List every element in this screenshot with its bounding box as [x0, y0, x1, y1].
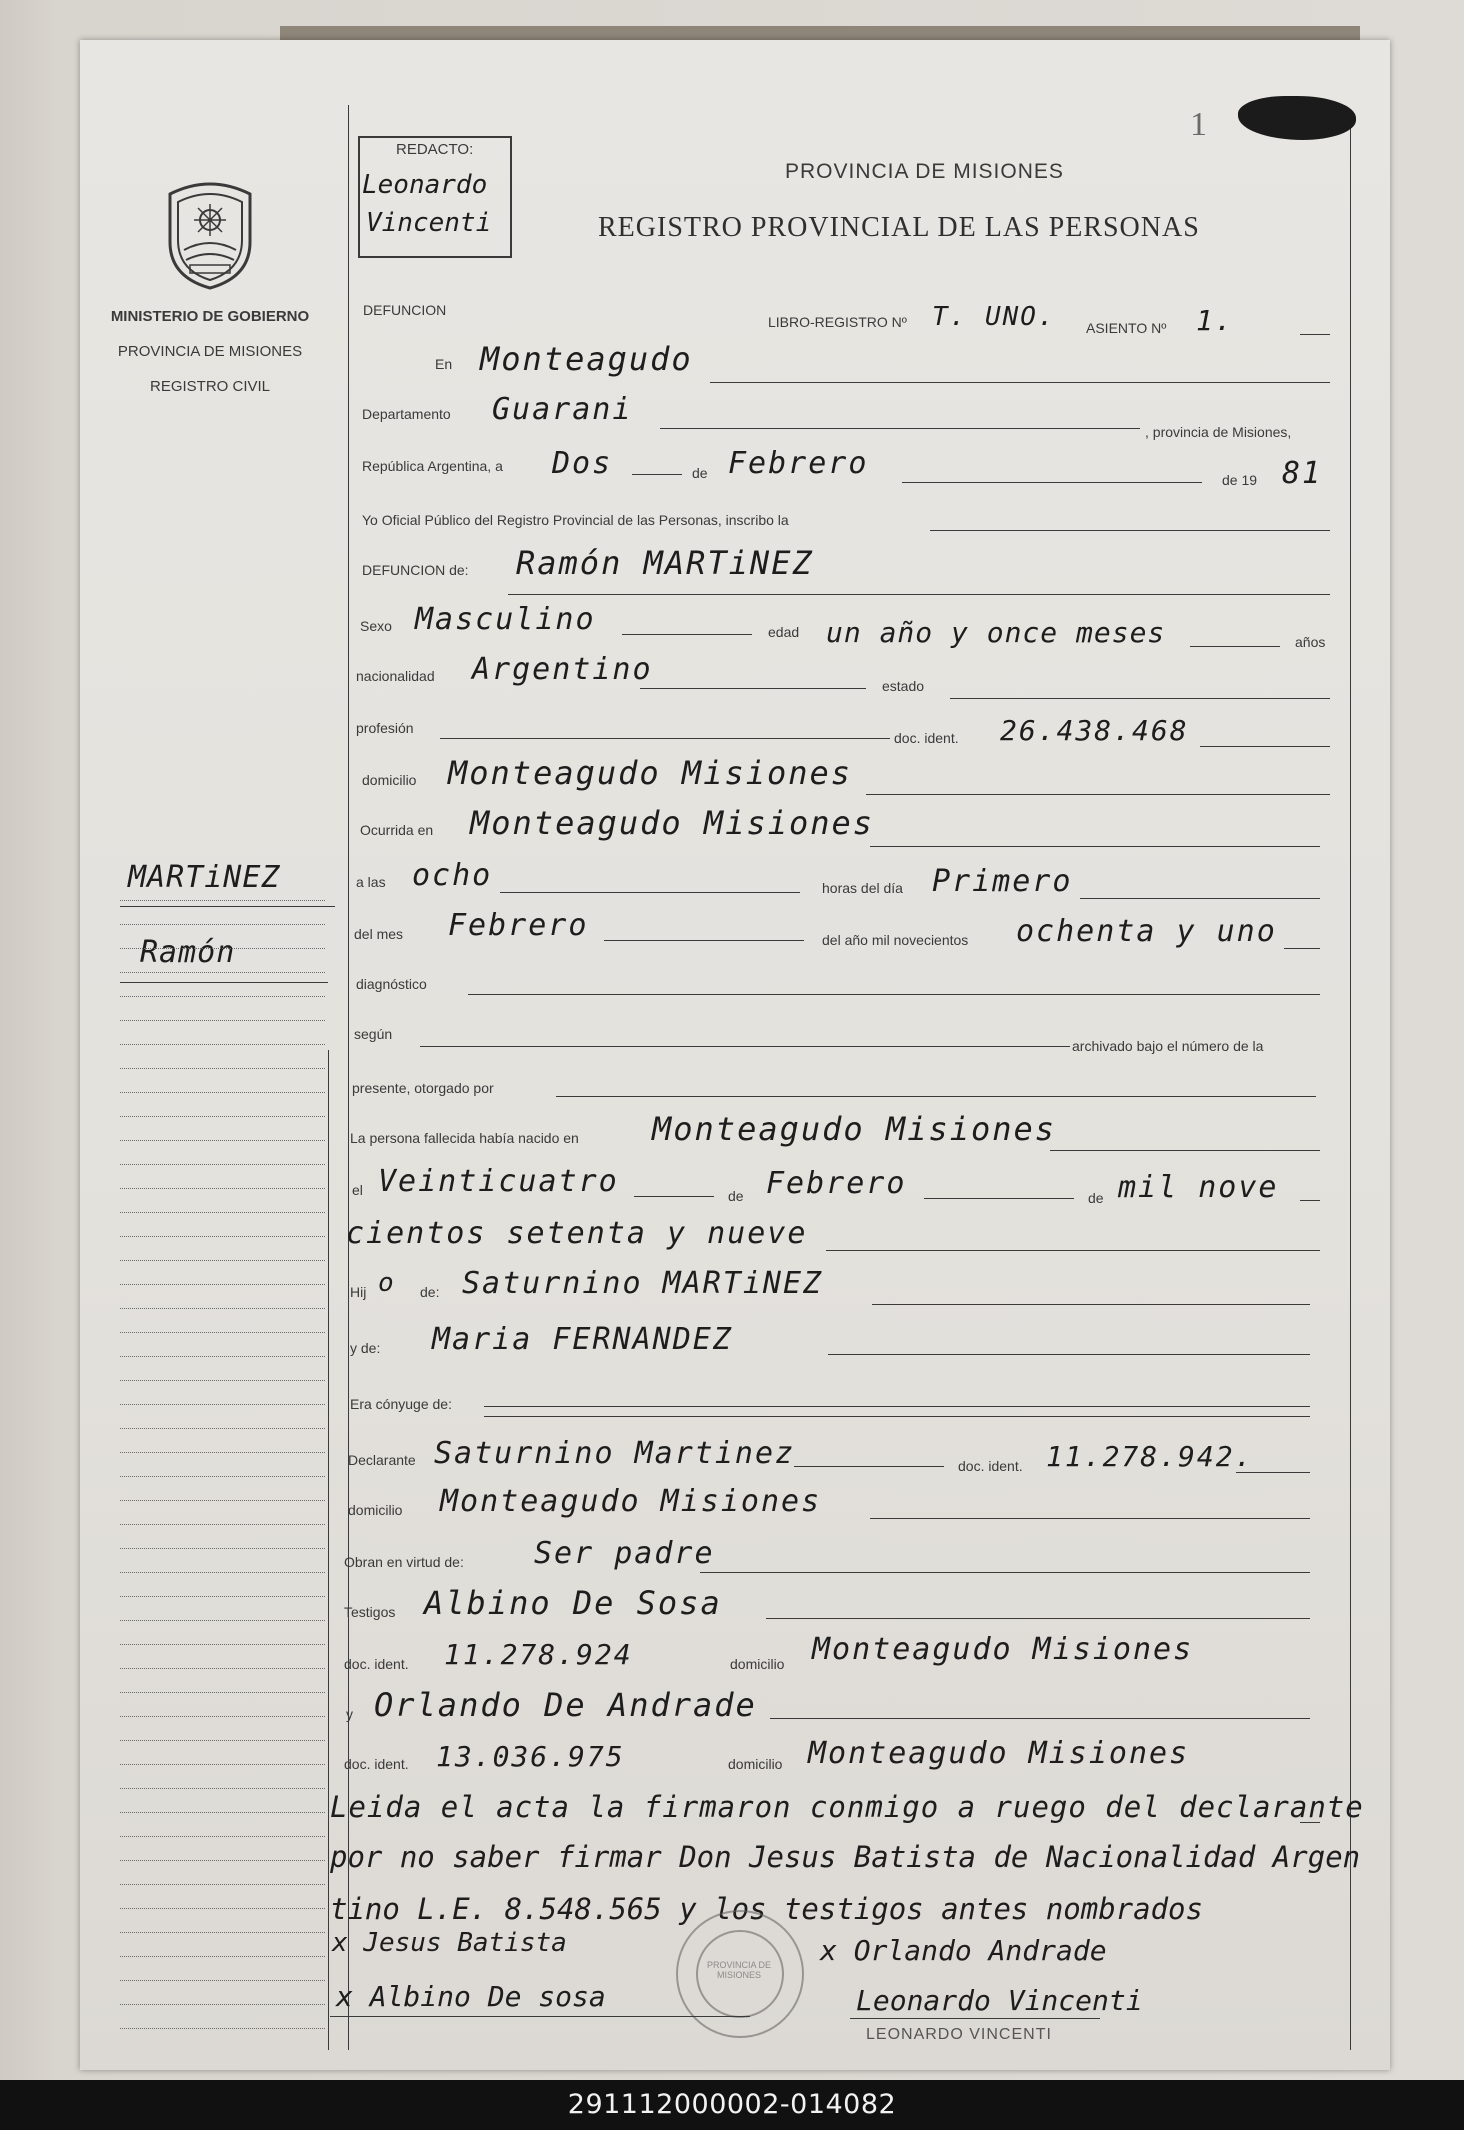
margin-surname: MARTiNEZ — [128, 860, 281, 895]
margin-given-name-line — [120, 982, 328, 983]
presente-line — [556, 1096, 1316, 1097]
margin-ruled-line — [120, 948, 325, 949]
margin-ruled-line — [120, 1380, 325, 1381]
margin-ruled-line — [120, 996, 325, 997]
nacido-label: La persona fallecida había nacido en — [350, 1130, 579, 1146]
provincia-suffix: , provincia de Misiones, — [1145, 424, 1292, 440]
anio-label: del año mil novecientos — [822, 932, 969, 948]
month-line — [902, 482, 1202, 483]
doc-ident-value: 26.438.468 — [1000, 714, 1189, 747]
segun-label: según — [354, 1026, 393, 1042]
margin-ruled-line — [120, 1284, 325, 1285]
margin-ruled-line — [120, 1260, 325, 1261]
margin-ruled-line — [120, 1668, 325, 1669]
asiento-value: 1. — [1196, 304, 1234, 337]
padre-line — [872, 1304, 1310, 1305]
margin-ruled-line — [120, 1044, 325, 1045]
testigo1-domicilio-value: Monteagudo Misiones — [812, 1632, 1194, 1667]
margin-ruled-line — [120, 1236, 325, 1237]
nacionalidad-line — [640, 688, 866, 689]
a-las-value: ocho — [412, 858, 493, 893]
margin-ruled-line — [120, 1308, 325, 1309]
presente-label: presente, otorgado por — [352, 1080, 494, 1096]
civil-registry-label: REGISTRO CIVIL — [149, 378, 271, 395]
form-right-border — [1350, 110, 1351, 2050]
declarante-value: Saturnino Martinez — [434, 1436, 796, 1471]
conyuge-line-1 — [484, 1406, 1310, 1407]
a-las-label: a las — [356, 874, 386, 890]
margin-ruled-line — [120, 1836, 325, 1837]
asiento-line — [1300, 334, 1330, 335]
ministry-province-label: PROVINCIA DE MISIONES — [117, 343, 303, 360]
ministry-label: MINISTERIO DE GOBIERNO — [110, 308, 310, 325]
conyuge-label: Era cónyuge de: — [350, 1396, 452, 1412]
margin-ruled-line — [120, 1692, 325, 1693]
page-number: 1 — [1190, 106, 1207, 143]
obran-line — [700, 1572, 1310, 1573]
hijo-label: Hij — [350, 1284, 367, 1300]
libro-value: T. UNO. — [932, 302, 1056, 332]
year-value: 81 — [1282, 456, 1323, 491]
defuncion-label: DEFUNCION — [363, 302, 447, 318]
signature-sosa: x Albino De sosa — [336, 1980, 606, 2013]
margin-ruled-line — [120, 1884, 325, 1885]
margin-ruled-line — [120, 1548, 325, 1549]
declarante-line — [794, 1466, 944, 1467]
obran-label: Obran en virtud de: — [344, 1554, 464, 1570]
testigo2-domicilio-value: Monteagudo Misiones — [808, 1736, 1190, 1771]
coat-of-arms-icon — [160, 172, 260, 292]
margin-ruled-line — [120, 1932, 325, 1933]
image-reference-number: 291112000002-014082 — [0, 2080, 1464, 2130]
testigo1-value: Albino De Sosa — [424, 1584, 722, 1622]
republica-label: República Argentina, a — [362, 458, 503, 474]
margin-ruled-line — [120, 1572, 325, 1573]
obran-value: Ser padre — [534, 1536, 715, 1571]
margin-ruled-line — [120, 2004, 325, 2005]
y-label: y — [346, 1706, 353, 1722]
hijo-de-label: de: — [420, 1284, 440, 1300]
en-label: En — [435, 356, 453, 372]
margin-ruled-line — [120, 1596, 325, 1597]
domicilio-value: Monteagudo Misiones — [448, 754, 853, 792]
conyuge-line-2 — [484, 1416, 1310, 1417]
margin-ruled-line — [120, 1956, 325, 1957]
diagnostico-line — [468, 994, 1320, 995]
day-value: Dos — [552, 446, 613, 481]
margin-ruled-line — [120, 1116, 325, 1117]
margin-ruled-line — [120, 1644, 325, 1645]
signature-batista: x Jesus Batista — [332, 1928, 567, 1958]
ocurrida-line — [870, 846, 1320, 847]
profesion-line — [440, 738, 890, 739]
domicilio-label: domicilio — [362, 772, 417, 788]
hijo-value: o — [378, 1268, 396, 1298]
margin-ruled-line — [120, 900, 325, 901]
nacionalidad-label: nacionalidad — [356, 668, 435, 684]
declarante-doc-line — [1236, 1472, 1310, 1473]
printed-official-name: LEONARDO VINCENTI — [866, 2026, 1052, 2043]
nacimiento-mes-line — [924, 1198, 1074, 1199]
margin-ruled-line — [120, 1164, 325, 1165]
margin-inner-border — [328, 1050, 329, 2050]
segun-line — [420, 1046, 1070, 1047]
asiento-label: ASIENTO Nº — [1086, 320, 1167, 336]
departamento-label: Departamento — [362, 406, 451, 422]
declarante-doc-value: 11.278.942. — [1046, 1440, 1254, 1473]
nacimiento-dia-line — [634, 1196, 714, 1197]
horas-label: horas del día — [822, 880, 903, 896]
anio-line — [1284, 948, 1320, 949]
declarante-doc-label: doc. ident. — [958, 1458, 1023, 1474]
nacimiento-dia-value: Veinticuatro — [378, 1164, 619, 1199]
departamento-line — [660, 428, 1140, 429]
de-label: de — [692, 465, 708, 481]
margin-ruled-line — [120, 1860, 325, 1861]
defuncion-de-value: Ramón MARTiNEZ — [516, 544, 814, 582]
margin-ruled-line — [120, 1620, 325, 1621]
closing-line-1-dash — [1300, 1822, 1320, 1823]
margin-ruled-line — [120, 1812, 325, 1813]
closing-line-3: tino L.E. 8.548.565 y los testigos antes nombrados — [330, 1892, 1203, 1926]
testigo1-line — [766, 1618, 1310, 1619]
doc-ident-label: doc. ident. — [894, 730, 959, 746]
nacimiento-mes-value: Febrero — [766, 1166, 907, 1201]
testigo2-domicilio-label: domicilio — [728, 1756, 783, 1772]
testigo1-doc-label: doc. ident. — [344, 1656, 409, 1672]
margin-ruled-line — [120, 1188, 325, 1189]
closing-line-2: por no saber firmar Don Jesus Batista de Nacionalidad Argen — [330, 1840, 1361, 1874]
dia-value: Primero — [932, 864, 1073, 899]
margin-ruled-line — [120, 1212, 325, 1213]
margin-ruled-line — [120, 1788, 325, 1789]
anio-value: ochenta y uno — [1016, 914, 1277, 949]
month-value: Febrero — [728, 446, 869, 481]
testigo2-line — [770, 1718, 1310, 1719]
margin-ruled-line — [120, 1140, 325, 1141]
declarante-domicilio-value: Monteagudo Misiones — [440, 1484, 822, 1519]
signature-vincenti: Leonardo Vincenti — [856, 1984, 1143, 2017]
margin-ruled-line — [120, 1452, 325, 1453]
margin-ruled-line — [120, 2028, 325, 2029]
madre-value: Maria FERNANDEZ — [432, 1322, 733, 1357]
declarante-label: Declarante — [348, 1452, 416, 1468]
a-las-line — [500, 892, 800, 893]
nacimiento-anio-line — [826, 1250, 1320, 1251]
nacionalidad-value: Argentino — [472, 652, 653, 687]
signature-andrade: x Orlando Andrade — [820, 1934, 1107, 1967]
day-line — [632, 474, 682, 475]
margin-ruled-line — [120, 1068, 325, 1069]
sexo-value: Masculino — [415, 602, 596, 637]
en-line — [710, 382, 1330, 383]
margin-ruled-line — [120, 1908, 325, 1909]
ocurrida-value: Monteagudo Misiones — [470, 804, 875, 842]
edad-label: edad — [768, 624, 800, 640]
margin-ruled-line — [120, 972, 325, 973]
libro-label: LIBRO-REGISTRO Nº — [768, 314, 907, 330]
seal-text: PROVINCIA DE MISIONES — [706, 1960, 771, 1980]
declarante-domicilio-line — [870, 1518, 1310, 1519]
nacimiento-anio-dash — [1300, 1200, 1320, 1201]
testigo2-value: Orlando De Andrade — [374, 1686, 757, 1724]
yo-oficial-text: Yo Oficial Público del Registro Provincial de las Personas, inscribo la — [362, 512, 789, 528]
anos-label: años — [1295, 634, 1326, 650]
archivado-label: archivado bajo el número de la — [1072, 1038, 1264, 1054]
nacido-line — [1050, 1150, 1320, 1151]
margin-ruled-line — [120, 1980, 325, 1981]
margin-ruled-line — [120, 1740, 325, 1741]
sexo-label: Sexo — [360, 618, 392, 634]
closing-line-1: Leida el acta la firmaron conmigo a ruego del declarante — [330, 1790, 1364, 1824]
mes-line — [604, 940, 804, 941]
signature-vincenti-line — [850, 2018, 1100, 2019]
testigo1-doc-value: 11.278.924 — [444, 1638, 633, 1671]
margin-ruled-line — [120, 1524, 325, 1525]
testigo2-doc-value: 13.036.975 — [436, 1740, 625, 1773]
yo-oficial-line — [930, 530, 1330, 531]
redacto-name-last: Vincenti — [366, 208, 492, 238]
edad-line — [1190, 646, 1280, 647]
diagnostico-label: diagnóstico — [356, 976, 427, 992]
dia-line — [1080, 898, 1320, 899]
margin-ruled-line — [120, 1476, 325, 1477]
registry-heading: REGISTRO PROVINCIAL DE LAS PERSONAS — [598, 212, 1200, 243]
y-de-label: y de: — [350, 1340, 381, 1356]
margin-ruled-line — [120, 1428, 325, 1429]
margin-ruled-line — [120, 1764, 325, 1765]
padre-value: Saturnino MARTiNEZ — [462, 1266, 824, 1301]
testigo1-domicilio-label: domicilio — [730, 1656, 785, 1672]
margin-ruled-line — [120, 1404, 325, 1405]
margin-ruled-line — [120, 1332, 325, 1333]
redacto-label: REDACTO: — [396, 141, 474, 158]
margin-surname-line — [120, 906, 335, 907]
doc-ident-line — [1200, 746, 1330, 747]
testigos-label: Testigos — [344, 1604, 396, 1620]
redacto-name-first: Leonardo — [362, 170, 488, 200]
mes-value: Febrero — [448, 908, 589, 943]
sexo-line — [622, 634, 752, 635]
estado-line — [950, 698, 1330, 699]
province-heading: PROVINCIA DE MISIONES — [785, 160, 1064, 183]
testigo2-doc-label: doc. ident. — [344, 1756, 409, 1772]
defuncion-de-line — [508, 594, 1330, 595]
margin-ruled-line — [120, 1500, 325, 1501]
margin-ruled-line — [120, 1716, 325, 1717]
ocurrida-label: Ocurrida en — [360, 822, 434, 838]
margin-ruled-line — [120, 1356, 325, 1357]
margin-ruled-line — [120, 924, 325, 925]
defuncion-de-label: DEFUNCION de: — [362, 562, 469, 578]
margin-given-name: Ramón — [140, 935, 236, 970]
year-label: de 19 — [1222, 472, 1258, 488]
nacimiento-de-label: de — [728, 1188, 744, 1204]
nacimiento-de2-label: de — [1088, 1190, 1104, 1206]
el-label: el — [352, 1182, 363, 1198]
profesion-label: profesión — [356, 720, 414, 736]
nacido-value: Monteagudo Misiones — [652, 1110, 1057, 1148]
en-value: Monteagudo — [480, 340, 693, 378]
declarante-domicilio-label: domicilio — [348, 1502, 403, 1518]
del-mes-label: del mes — [354, 926, 404, 942]
estado-label: estado — [882, 678, 925, 694]
departamento-value: Guarani — [492, 392, 633, 427]
nacimiento-anio-value-2: cientos setenta y nueve — [346, 1216, 808, 1251]
nacimiento-anio-value-1: mil nove — [1118, 1170, 1279, 1205]
margin-ruled-line — [120, 1092, 325, 1093]
domicilio-line — [866, 794, 1330, 795]
edad-value: un año y once meses — [826, 616, 1166, 649]
signature-sosa-line — [330, 2016, 750, 2017]
margin-ruled-line — [120, 1020, 325, 1021]
madre-line — [828, 1354, 1310, 1355]
